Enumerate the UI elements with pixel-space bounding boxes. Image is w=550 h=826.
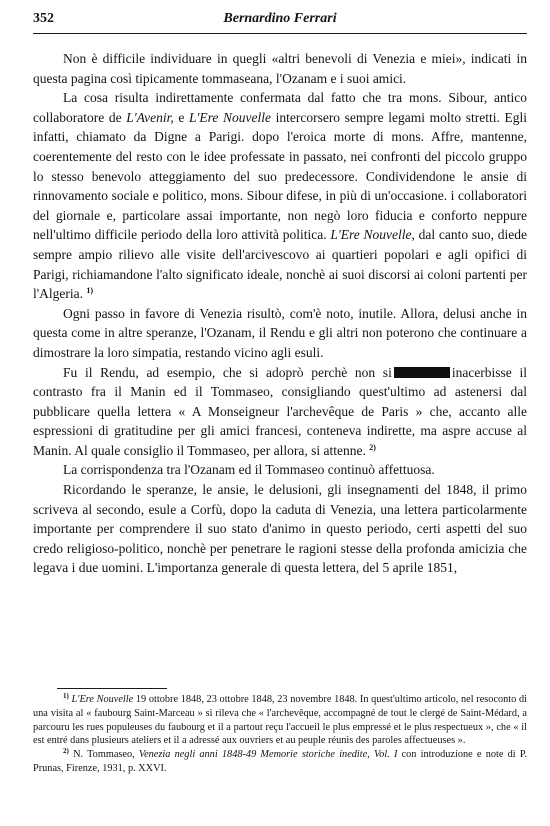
paragraph-2: La cosa risulta indirettamente confermata dal fatto che tra mons. Sibour, antico collaboratore de L'Avenir, e L'Ere Nouvelle intercorsero sempre legami molto stretti. Egli infatti, chiamato da Digne a Parigi. dopo l'eroica morte di mons. Affre, mantenne, coerentemente del resto con le idee professate in passato, nei confronti del piccolo gruppo lo stesso benevolo atteggiamento del suo predecessore. Condividendone le ansie di rinnovamento sociale e politico, mons. Sibour difese, in più di un'occasione. i collaboratori del giornale e, particolare assai importante, non negò loro fiducia e conforto neppure nell'ultimo difficile periodo della loro attività politica. L'Ere Nouvelle, dal canto suo, diede sempre ampio rilievo alle visite dell'arcivescovo ai quartieri popolari e agli opifici di Parigi, richiamandone l'alto significato ideale, nonchè ai suoi discorsi ai coloni partenti per l'Algeria. $^{1)}$ — [33, 90, 528, 302]
footnote-1-mark: 1) — [63, 692, 69, 700]
footnote-2: $^{2)}$ N. Tommaseo, Venezia negli anni 1848-49 Memorie storiche inedite, Vol. I con introduzione e note di P. Prunas, Firenze, 1931, p. XXVI. — [33, 747, 528, 774]
header-rule — [33, 33, 527, 34]
footnote-1-journal: L'Ere Nouvelle — [71, 694, 134, 705]
ink-blot — [394, 367, 450, 378]
page-header — [33, 8, 527, 32]
footnotes — [33, 693, 527, 776]
footnote-1: $^{1)}$ L'Ere Nouvelle 19 ottobre 1848, 23 ottobre 1848, 23 novembre 1848. In quest'ultimo articolo, nel resoconto di una visita al « faubourg Saint-Marceau » si rileva che « l'archevêque, accompagné de tout le clergé de Saint-Médard, a parcouru les rues populeuses du faubourg et il a partout reçu l'accueil le plus empressé et le plus respectueux », che « il est entré dans plusieurs ateliers et il a adressé aux ouvriers et au peuple réunis des paroles affectueuses ». — [33, 692, 528, 747]
journal-title-ere-nouvelle-2: L'Ere Nouvelle, — [330, 227, 415, 243]
footnote-ref-1: 1) — [86, 286, 94, 296]
paragraph-3: Ogni passo in favore di Venezia risultò, com'è noto, inutile. Allora, delusi anche in questa come in altre speranze, l'Ozanam, il Rendu e gli altri non poterono che continuare a dimostrare la loro simpatia, restando vicino agli esuli. — [33, 305, 527, 360]
footnote-rule — [57, 688, 167, 689]
footnote-2-book-title: Venezia negli anni 1848-49 Memorie storiche inedite, Vol. I — [134, 749, 398, 761]
footnote-2-mark: 2) — [63, 747, 69, 756]
running-title: Bernardino Ferrari — [223, 11, 337, 26]
paragraph-1: Non è difficile individuare in quegli «altri benevoli di Venezia e miei», indicati in questa pagina così tipicamente tommaseana, l'Ozanam e i suoi amici. — [33, 51, 527, 86]
paragraph-4: Fu il Rendu, ad esempio, che si adoprò perchè non si inacerbisse il contrasto fra il Manin ed il Tommaseo, consigliando quest'ultimo ad astenersi dal pubblicare quella lettera « A Monseigneur l'archevêque de Paris » che, accanto alle espressioni di gratitudine per gli amici francesi, conteneva indirette, ma aspre accuse al Manin. Al quale consiglio il Tommaseo, per allora, si attenne. $^{2)}$ — [33, 364, 527, 458]
journal-title-ere-nouvelle: L'Ere Nouvelle — [188, 109, 271, 125]
page-number: 352 — [33, 11, 54, 26]
footnote-2-author: N. Tommaseo, — [73, 749, 135, 761]
body-text — [33, 49, 527, 578]
journal-title-avenir: L'Avenir, — [126, 109, 174, 125]
footnote-ref-2: 2) — [369, 442, 376, 452]
paragraph-6: Ricordando le speranze, le ansie, le delusioni, gli insegnamenti del 1848, il primo scriveva al secondo, esule a Corfù, dopo la caduta di Venezia, una lettera particolarmente importante per comprendere il suo stato d'animo in questo periodo, certi aspetti del suo credo religioso-politico, nonchè per penetrare le ragioni stesse della profonda amicizia che legava i due uomini. L'importanza generale di questa lettera, del 5 aprile 1851, — [33, 482, 527, 576]
paragraph-5: La corrispondenza tra l'Ozanam ed il Tommaseo continuò affettuosa. — [63, 462, 435, 478]
